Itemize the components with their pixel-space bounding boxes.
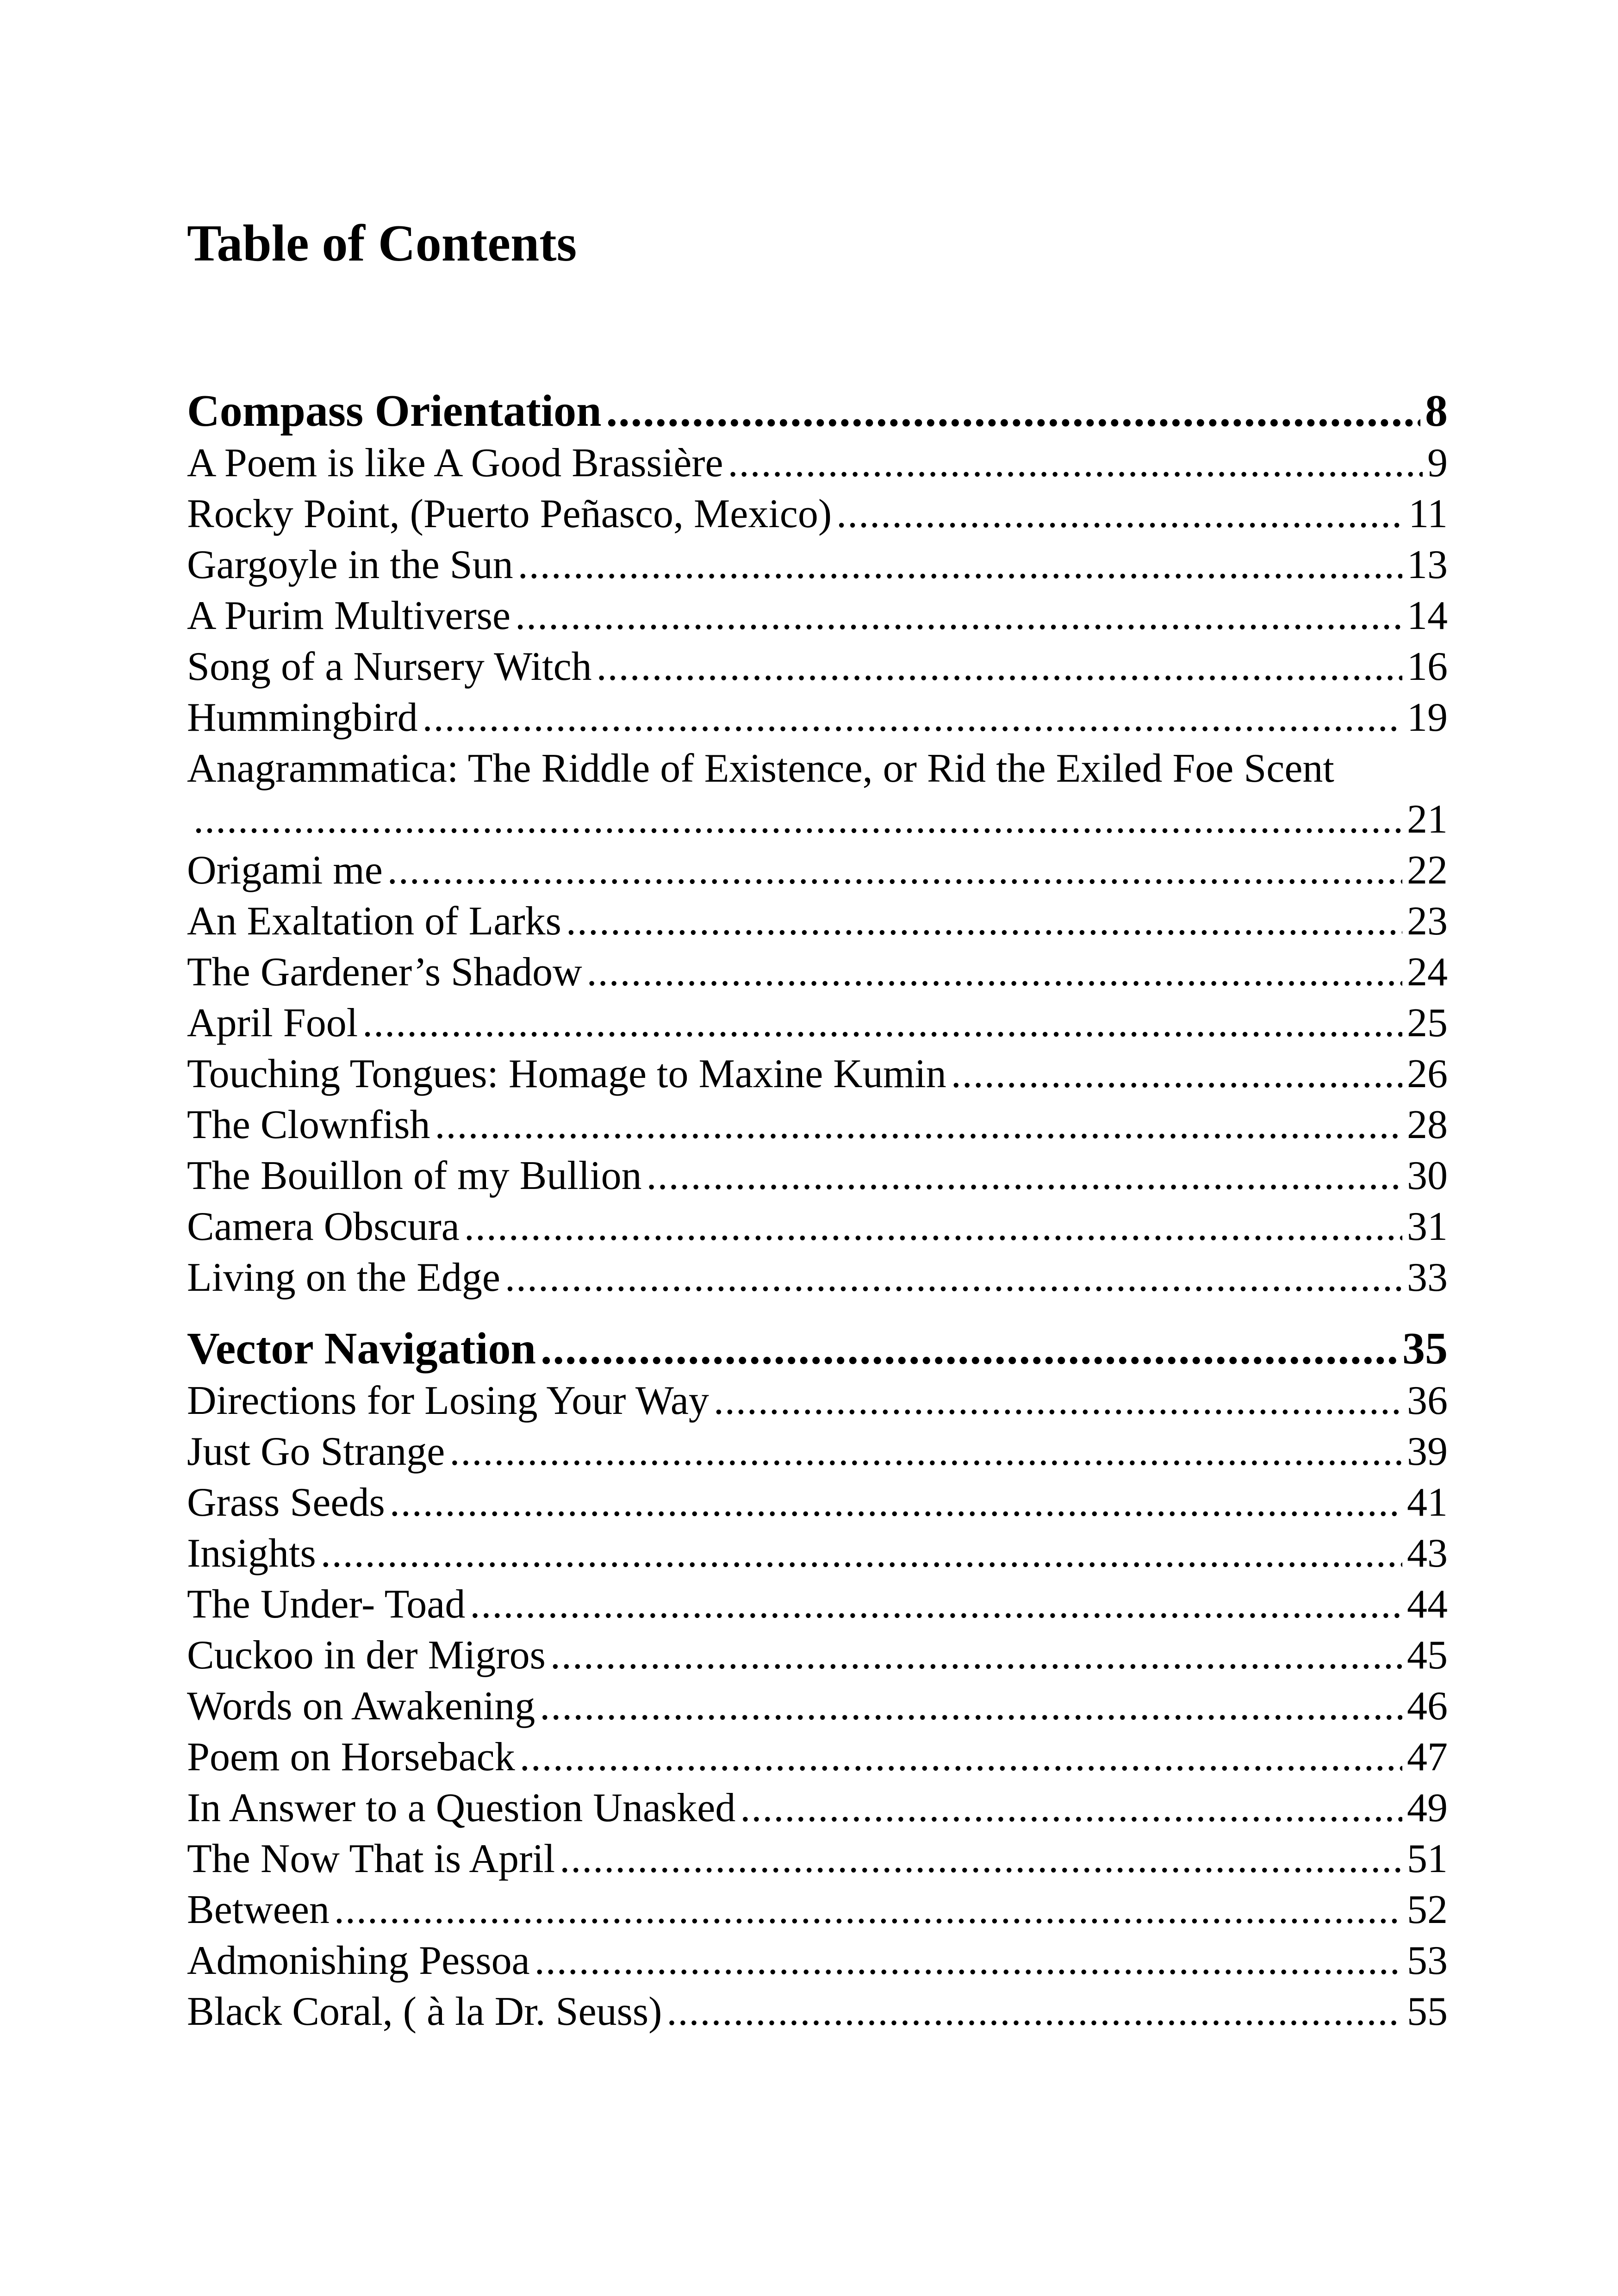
toc-entry[interactable]: [187, 1100, 1448, 1151]
toc-entry[interactable]: [187, 1630, 1448, 1681]
toc-entry-title: The Bouillon of my Bullion: [187, 1153, 642, 1198]
toc-entry[interactable]: [187, 692, 1448, 743]
dot-leader: [515, 591, 1402, 641]
toc-entry-title: Between: [187, 1887, 330, 1932]
toc-entry[interactable]: [187, 489, 1448, 540]
dot-leader: [387, 845, 1402, 896]
dot-leader: [728, 438, 1423, 489]
toc-entry[interactable]: [187, 896, 1448, 947]
dot-leader: [505, 1252, 1402, 1303]
dot-leader: [647, 1151, 1402, 1201]
dot-leader: [520, 1732, 1402, 1783]
toc-entry-page-number: 13: [1407, 542, 1448, 587]
toc-section-heading[interactable]: [187, 384, 1448, 438]
toc-entry-title: Anagrammatica: The Riddle of Existence, or Rid the Exiled Foe Scent: [187, 746, 1334, 791]
toc-entry-page-number: 33: [1407, 1255, 1448, 1300]
toc-entry[interactable]: [187, 540, 1448, 591]
toc-entry[interactable]: [187, 1986, 1448, 2037]
toc-entry-title: The Now That is April: [187, 1836, 555, 1881]
toc-entry-title: Cuckoo in der Migros: [187, 1633, 546, 1678]
dot-leader: [362, 998, 1402, 1049]
toc-entry-leader-line: [187, 794, 1448, 845]
toc-entry-page-number: 14: [1407, 593, 1448, 638]
page-title: Table of Contents: [187, 215, 577, 272]
toc-entry-title: Touching Tongues: Homage to Maxine Kumin: [187, 1052, 946, 1096]
toc-entry[interactable]: [187, 1375, 1448, 1426]
dot-leader: [423, 692, 1402, 743]
toc-entry-title: Grass Seeds: [187, 1480, 385, 1525]
dot-leader: [740, 1783, 1402, 1834]
toc-entry[interactable]: [187, 1477, 1448, 1528]
toc-entry[interactable]: [187, 1732, 1448, 1783]
toc-entry-page-number: 53: [1407, 1938, 1448, 1983]
dot-leader: [836, 489, 1404, 540]
toc-entry[interactable]: [187, 1783, 1448, 1834]
toc-entry-title: The Gardener’s Shadow: [187, 950, 582, 995]
toc-entry-title: In Answer to a Question Unasked: [187, 1786, 736, 1830]
section-heading-page-number: 8: [1425, 386, 1448, 436]
toc-entry[interactable]: [187, 1885, 1448, 1935]
toc-entry[interactable]: [187, 1834, 1448, 1885]
dot-leader: [606, 384, 1420, 438]
toc-entry-page-number: 11: [1408, 492, 1448, 536]
toc-entry[interactable]: [187, 1528, 1448, 1579]
toc-entry-title: Directions for Losing Your Way: [187, 1378, 709, 1423]
toc-entry-page-number: 9: [1427, 441, 1448, 485]
toc-entry-page-number: 28: [1407, 1102, 1448, 1147]
toc-entry[interactable]: [187, 1935, 1448, 1986]
dot-leader: [464, 1201, 1402, 1252]
toc-entry-page-number: 24: [1407, 950, 1448, 995]
toc-entry-page-number: 25: [1407, 1001, 1448, 1045]
toc-entry[interactable]: [187, 845, 1448, 896]
dot-leader: [435, 1100, 1402, 1151]
toc-entry[interactable]: [187, 1579, 1448, 1630]
dot-leader: [518, 540, 1402, 591]
toc-entry-page-number: 36: [1407, 1378, 1448, 1423]
toc-entry[interactable]: [187, 1681, 1448, 1732]
toc-section-compass-orientation: [187, 384, 1448, 1303]
toc-entry-page-number: 55: [1407, 1989, 1448, 2034]
toc-entry-page-number: 43: [1407, 1531, 1448, 1576]
dot-leader: [587, 947, 1402, 998]
toc-entry[interactable]: [187, 591, 1448, 641]
toc-entry-title: Hummingbird: [187, 695, 418, 740]
toc-entry[interactable]: [187, 438, 1448, 489]
section-heading-page-number: 35: [1402, 1324, 1448, 1374]
dot-leader: [390, 1477, 1402, 1528]
toc-entry-title: Admonishing Pessoa: [187, 1938, 530, 1983]
dot-leader: [597, 641, 1402, 692]
dot-leader: [449, 1426, 1402, 1477]
section-heading-title: Vector Navigation: [187, 1324, 536, 1374]
toc-entry[interactable]: [187, 947, 1448, 998]
toc-entry-title: Camera Obscura: [187, 1204, 460, 1249]
toc-entry-title: Rocky Point, (Puerto Peñasco, Mexico): [187, 492, 832, 536]
toc-entry[interactable]: [187, 1049, 1448, 1100]
toc-entry[interactable]: [187, 1201, 1448, 1252]
toc-section-heading[interactable]: [187, 1322, 1448, 1375]
toc-entry-page-number: 19: [1407, 695, 1448, 740]
dot-leader: [321, 1528, 1402, 1579]
toc-entry-page-number: 47: [1407, 1735, 1448, 1780]
dot-leader: [550, 1630, 1402, 1681]
toc-entry-title: Black Coral, ( à la Dr. Seuss): [187, 1989, 662, 2034]
toc-entry-title: Origami me: [187, 848, 383, 893]
toc-entry[interactable]: [187, 1151, 1448, 1201]
toc-entry[interactable]: [187, 743, 1448, 845]
toc-entry-page-number: 31: [1407, 1204, 1448, 1249]
dot-leader: [666, 1986, 1402, 2037]
toc-entry-page-number: 41: [1407, 1480, 1448, 1525]
dot-leader: [540, 1681, 1402, 1732]
toc-entry-page-number: 44: [1407, 1582, 1448, 1627]
toc-entry-page-number: 49: [1407, 1786, 1448, 1830]
toc-entry-title: Insights: [187, 1531, 316, 1576]
toc-entry-page-number: 30: [1407, 1153, 1448, 1198]
toc-entry[interactable]: [187, 1426, 1448, 1477]
toc-entry-page-number: 23: [1407, 899, 1448, 944]
toc-entry-page-number: 21: [1407, 797, 1448, 842]
toc-entry-title: A Purim Multiverse: [187, 593, 511, 638]
toc-entry-title: Song of a Nursery Witch: [187, 644, 592, 689]
toc-entry-page-number: 46: [1407, 1684, 1448, 1729]
toc-entry-title: Just Go Strange: [187, 1429, 445, 1474]
toc-entry-title: A Poem is like A Good Brassière: [187, 441, 723, 485]
toc-entry-page-number: 22: [1407, 848, 1448, 893]
toc-entry[interactable]: [187, 641, 1448, 692]
dot-leader: [560, 1834, 1402, 1885]
toc-entry-title: Living on the Edge: [187, 1255, 500, 1300]
dot-leader: [334, 1885, 1402, 1935]
toc-entry-title: April Fool: [187, 1001, 358, 1045]
dot-leader: [535, 1935, 1402, 1986]
toc-entry-title: The Clownfish: [187, 1102, 430, 1147]
toc-entry-page-number: 52: [1407, 1887, 1448, 1932]
dot-leader: [470, 1579, 1402, 1630]
toc-entry-title: An Exaltation of Larks: [187, 899, 561, 944]
toc-entry[interactable]: [187, 998, 1448, 1049]
toc-entry[interactable]: [187, 1252, 1448, 1303]
toc-entry-page-number: 16: [1407, 644, 1448, 689]
toc-entry-page-number: 45: [1407, 1633, 1448, 1678]
dot-leader: [193, 794, 1402, 845]
toc-entry-title: The Under- Toad: [187, 1582, 466, 1627]
toc-entry-page-number: 51: [1407, 1836, 1448, 1881]
toc-section-vector-navigation: [187, 1322, 1448, 2037]
toc-entry-title: Gargoyle in the Sun: [187, 542, 513, 587]
toc-entry-title: Poem on Horseback: [187, 1735, 515, 1780]
table-of-contents: [187, 384, 1448, 2037]
dot-leader: [566, 896, 1402, 947]
section-heading-title: Compass Orientation: [187, 386, 602, 436]
toc-entry-page-number: 39: [1407, 1429, 1448, 1474]
dot-leader: [714, 1375, 1402, 1426]
dot-leader: [541, 1322, 1398, 1375]
dot-leader: [951, 1049, 1402, 1100]
toc-entry-title: Words on Awakening: [187, 1684, 535, 1729]
toc-entry-page-number: 26: [1407, 1052, 1448, 1096]
